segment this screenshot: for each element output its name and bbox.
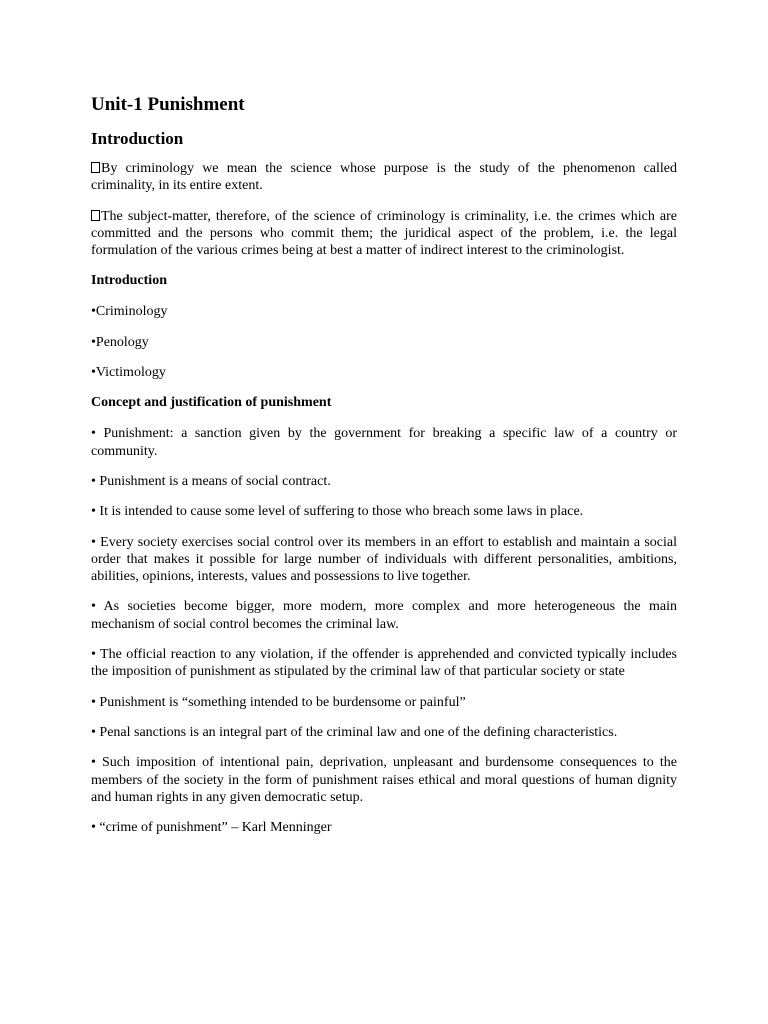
- missing-glyph-icon: [91, 210, 100, 221]
- bullet-point: • Such imposition of intentional pain, deprivation, unpleasant and burdensome consequences to the members of the society in the form of punishment raises ethical and moral questions of human dignity and human rights in any given democratic setup.: [91, 755, 677, 805]
- bullet-point: • Punishment: a sanction given by the government for breaking a specific law of a country or community.: [91, 426, 677, 459]
- document-page: [91, 92, 677, 849]
- bullet-point: • The official reaction to any violation, if the offender is apprehended and convicted typically includes the imposition of punishment as stipulated by the criminal law of that particular society or state: [91, 647, 677, 680]
- list-item: •Penology: [91, 334, 149, 350]
- document-title: Unit-1 Punishment: [91, 94, 245, 115]
- bullet-point: • “crime of punishment” – Karl Menninger: [91, 820, 332, 836]
- intro-paragraph: By criminology we mean the science whose purpose is the study of the phenomenon called criminality, in its entire extent.: [91, 161, 677, 194]
- intro-paragraph: The subject-matter, therefore, of the science of criminology is criminality, i.e. the crimes which are committed and the persons who commit them; the juridical aspect of the problem, i.e. the legal formulation of the various crimes being at best a matter of indirect interest to the criminologist.: [91, 208, 677, 259]
- bullet-point: • Penal sanctions is an integral part of the criminal law and one of the defining characteristics.: [91, 724, 618, 740]
- bullet-point: • Every society exercises social control over its members in an effort to establish and maintain a social order that makes it possible for large number of individuals with different personalities, ambitions, abilities, opinions, interests, values and possessions to live together.: [91, 534, 677, 585]
- bullet-point: • As societies become bigger, more modern, more complex and more heterogeneous the main mechanism of social control becomes the criminal law.: [91, 599, 677, 632]
- bullet-point: • Punishment is “something intended to be burdensome or painful”: [91, 694, 466, 710]
- subheading-concept: Concept and justification of punishment: [91, 395, 332, 411]
- bullet-point: • Punishment is a means of social contract.: [91, 473, 331, 489]
- subheading-introduction: Introduction: [91, 273, 167, 289]
- list-item: •Victimology: [91, 365, 166, 381]
- missing-glyph-icon: [91, 162, 100, 173]
- section-heading-introduction: Introduction: [91, 129, 184, 148]
- bullet-point: • It is intended to cause some level of suffering to those who breach some laws in place.: [91, 504, 584, 520]
- list-item: •Criminology: [91, 304, 168, 320]
